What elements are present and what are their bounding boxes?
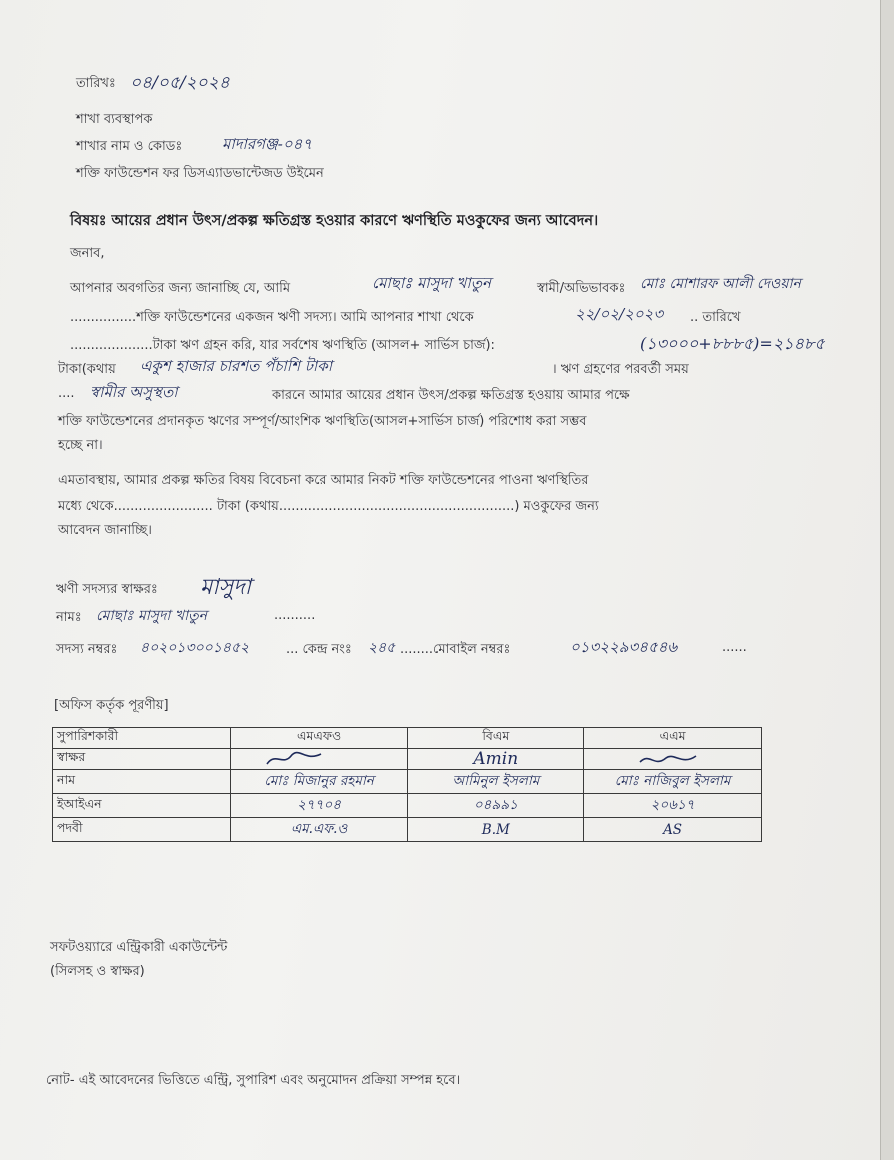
table-cell: বিএম: [408, 728, 584, 749]
body-text: আপনার অবগতির জন্য জানাচ্ছি যে, আমি: [70, 281, 291, 296]
table-row: [53, 749, 762, 770]
body-text: ................শক্তি ফাউন্ডেশনের একজন ঋণী সদস্য। আমি আপনার শাখা থেকে: [70, 310, 474, 325]
member-signature: মাসুদা: [200, 575, 252, 600]
mfo-designation: এম.এফ.ও: [290, 821, 348, 837]
date-value: ০৪/০৫/২০২৪: [130, 73, 230, 93]
table-row: [53, 818, 762, 842]
bm-designation: B.M: [481, 821, 510, 838]
table-cell: নাম: [53, 770, 231, 794]
mfo-ein: ২৭৭০৪: [297, 797, 342, 813]
salutation: জনাব,: [70, 246, 105, 261]
subject-line: বিষয়ঃ আয়ের প্রধান উৎস/প্রকল্প ক্ষতিগ্রস্ত হওয়ার কারণে ঋণস্থিতি মওকুফের জন্য আবেদন।: [70, 213, 599, 229]
table-row: [53, 770, 762, 794]
body-text: মধ্যে থেকে........................ টাকা (কথায়.........................................................) মওকুফের জন্য: [58, 499, 599, 514]
body-text: স্বামী/অভিভাবকঃ: [537, 281, 626, 296]
table-cell: এমএফও: [230, 728, 408, 749]
reason-handwritten: স্বামীর অসুস্থতা: [90, 383, 178, 401]
am-name: মোঃ নাজিবুল ইসলাম: [614, 773, 731, 789]
mfo-signature: [265, 750, 325, 768]
table-row: [53, 728, 762, 749]
table-cell: এএম: [584, 728, 762, 749]
office-heading: [অফিস কর্তৃক পূরণীয়]: [54, 698, 169, 713]
member-name-handwritten: মোছাঃ মাসুদা খাতুন: [372, 274, 491, 292]
loan-date-handwritten: ২২/০২/২০২৩: [575, 305, 664, 323]
table-cell: ইআইএন: [53, 794, 231, 818]
am-signature: [638, 750, 698, 768]
mfo-name: মোঃ মিজানুর রহমান: [264, 773, 374, 789]
body-text: । ঋণ গ্রহণের পরবর্তী সময়: [552, 362, 689, 377]
body-text: শক্তি ফাউন্ডেশনের প্রদানকৃত ঋণের সম্পূর্ণ/আংশিক ঋণস্থিতি(আসল+সার্ভিস চার্জ) পরিশোধ করা সম্ভব: [58, 414, 587, 429]
body-text: টাকা(কথায়: [58, 362, 116, 377]
mobile-label: ........মোবাইল নম্বরঃ: [400, 642, 511, 657]
table-cell: সুপারিশকারী: [53, 728, 231, 749]
dots: ..........: [274, 608, 316, 623]
amount-words-handwritten: একুশ হাজার চারশত পঁচাশি টাকা: [140, 357, 333, 375]
branch-label: শাখার নাম ও কোডঃ: [76, 139, 183, 154]
seal-signature-label: (সিলসহ ও স্বাক্ষর): [50, 964, 145, 979]
organization-name: শক্তি ফাউন্ডেশন ফর ডিসএ্যাডভান্টেজড উইমেন: [76, 166, 324, 181]
body-text: হচ্ছে না।: [58, 438, 103, 453]
member-id-label: সদস্য নম্বরঃ: [56, 642, 118, 657]
center-value: ২৪৫: [368, 640, 396, 656]
bm-name: আমিনুল ইসলাম: [452, 773, 540, 789]
bm-ein: ০৪৯৯১: [473, 797, 518, 813]
member-name-value: মোছাঃ মাসুদা খাতুন: [96, 608, 208, 624]
body-text: ....................টাকা ঋণ গ্রহন করি, যার সর্বশেষ ঋণস্থিতি (আসল+ সার্ভিস চার্জ):: [70, 338, 495, 353]
center-label: ... কেন্দ্র নংঃ: [286, 642, 352, 657]
body-text: এমতাবস্থায়, আমার প্রকল্প ক্ষতির বিষয় বিবেচনা করে আমার নিকট শক্তি ফাউন্ডেশনের পাওনা ঋণস্থিতির: [58, 473, 589, 488]
am-designation: AS: [663, 821, 683, 838]
table-row: [53, 794, 762, 818]
office-table: [52, 727, 762, 842]
body-text: .. তারিখে: [690, 310, 741, 325]
addressee-designation: শাখা ব্যবস্থাপক: [76, 112, 153, 127]
paper-edge: [880, 0, 894, 1160]
guardian-name-handwritten: মোঃ মোশারফ আলী দেওয়ান: [640, 276, 801, 292]
body-text: আবেদন জানাচ্ছি।: [58, 523, 152, 538]
member-id-value: ৪০২০১৩০০১৪৫২: [140, 640, 250, 656]
member-signature-label: ঋণী সদস্যর স্বাক্ষরঃ: [56, 582, 158, 597]
am-ein: ২০৬১৭: [650, 797, 695, 813]
mobile-value: ০১৩২২৯৩৪৫৪৬: [570, 638, 678, 656]
note-text: নোট- এই আবেদনের ভিত্তিতে এন্ট্রি, সুপারিশ এবং অনুমোদন প্রক্রিয়া সম্পন্ন হবে।: [46, 1073, 461, 1088]
software-accountant-label: সফটওয়্যারে এন্ট্রিকারী একাউন্টেন্ট: [50, 940, 228, 955]
mfo-signature-cell: [230, 749, 408, 770]
dots: ......: [722, 640, 747, 655]
am-signature-cell: [584, 749, 762, 770]
date-label: তারিখঃ: [76, 76, 116, 91]
member-name-label: নামঃ: [56, 610, 82, 625]
table-cell: পদবী: [53, 818, 231, 842]
body-text: ....: [58, 386, 75, 401]
bm-signature: Amin: [473, 749, 519, 769]
branch-value: মাদারগঞ্জ-০৪৭: [222, 135, 313, 153]
table-cell: স্বাক্ষর: [53, 749, 231, 770]
body-text: কারনে আমার আয়ের প্রধান উৎস/প্রকল্প ক্ষতিগ্রস্ত হওয়ায় আমার পক্ষে: [272, 388, 630, 403]
balance-amount-handwritten: (১৩০০০+৮৮৮৫)=২১৪৮৫: [640, 334, 825, 353]
bm-signature-cell: [408, 749, 584, 770]
